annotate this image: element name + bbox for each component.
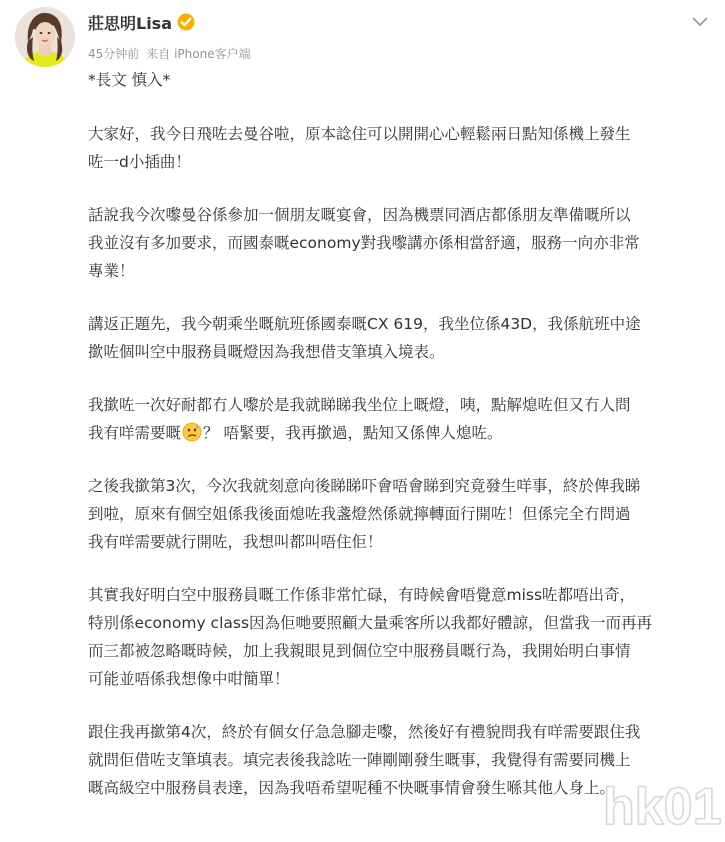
author-row <box>88 10 195 34</box>
post-meta <box>88 45 251 62</box>
confused-face-emoji-icon <box>182 422 202 442</box>
post-paragraph-text: ？ 唔緊要，我再撳過，點知又係俾人熄咗。 <box>203 424 503 442</box>
post-paragraph: 跟住我再撳第4次，終於有個女仔急急腳走嚟，然後好有禮貌問我有咩需要跟住我 就問佢借咗支筆填表。填完表後我諗咗一陣剛剛發生嘅事，我覺得有需要同機上 嘅高級空中服務員表達，因為我唔希望呢種不快嘅事情會發生喺其他人身上。 <box>88 723 641 797</box>
post-paragraph-with-emoji <box>88 391 712 447</box>
post-paragraph-text: 我撳咗一次好耐都冇人嚟於是我就睇睇我坐位上嘅燈，咦，點解熄咗但又冇人問 我有咩需要嘅 <box>88 396 631 442</box>
post-header <box>0 0 725 70</box>
post-paragraph: 之後我撳第3次，今次我就刻意向後睇睇吓會唔會睇到究竟發生咩事，終於俾我睇 到啦，原來有個空姐係我後面熄咗我盞燈然係就擰轉面行開咗！但係完全冇問過 我有咩需要就行開咗，我想叫都叫唔住佢！ <box>88 477 641 551</box>
avatar[interactable] <box>15 7 75 67</box>
post-source[interactable]: 来自 iPhone客户端 <box>146 47 251 61</box>
post-time[interactable]: 45分钟前 <box>88 47 140 61</box>
verified-badge-icon <box>177 13 195 31</box>
post-paragraph: 大家好，我今日飛咗去曼谷啦，原本諗住可以開開心心輕鬆兩日點知係機上發生 咗一d小插曲！ <box>88 125 631 171</box>
post-body <box>88 66 712 827</box>
avatar-image <box>15 7 75 67</box>
post-menu-button[interactable] <box>689 10 711 32</box>
chevron-down-icon <box>692 12 708 31</box>
watermark-text: hk01 <box>603 778 721 836</box>
author-name[interactable]: 莊思明Lisa <box>88 13 173 33</box>
post-paragraph: 話說我今次嚟曼谷係參加一個朋友嘅宴會，因為機票同酒店都係朋友準備嘅所以 我並沒有多加要求，而國泰嘅economy對我嚟講亦係相當舒適，服務一向亦非常 專業！ <box>88 206 640 280</box>
post-paragraph: 講返正題先，我今朝乘坐嘅航班係國泰嘅CX 619，我坐位係43D，我係航班中途 撳咗個叫空中服務員嘅燈因為我想借支筆填入境表。 <box>88 315 641 361</box>
post-title: *長文 慎入* <box>88 71 171 89</box>
post-paragraph: 其實我好明白空中服務員嘅工作係非常忙碌，有時候會唔覺意miss咗都唔出奇， 特別係economy class因為佢哋要照顧大量乘客所以我都好體諒，但當我一而再再 而三都被忽略嘅時候，加上我親眼見到個位空中服務員嘅行為，我開始明白事情 可能並唔係我想像中咁簡單！ <box>88 586 653 688</box>
